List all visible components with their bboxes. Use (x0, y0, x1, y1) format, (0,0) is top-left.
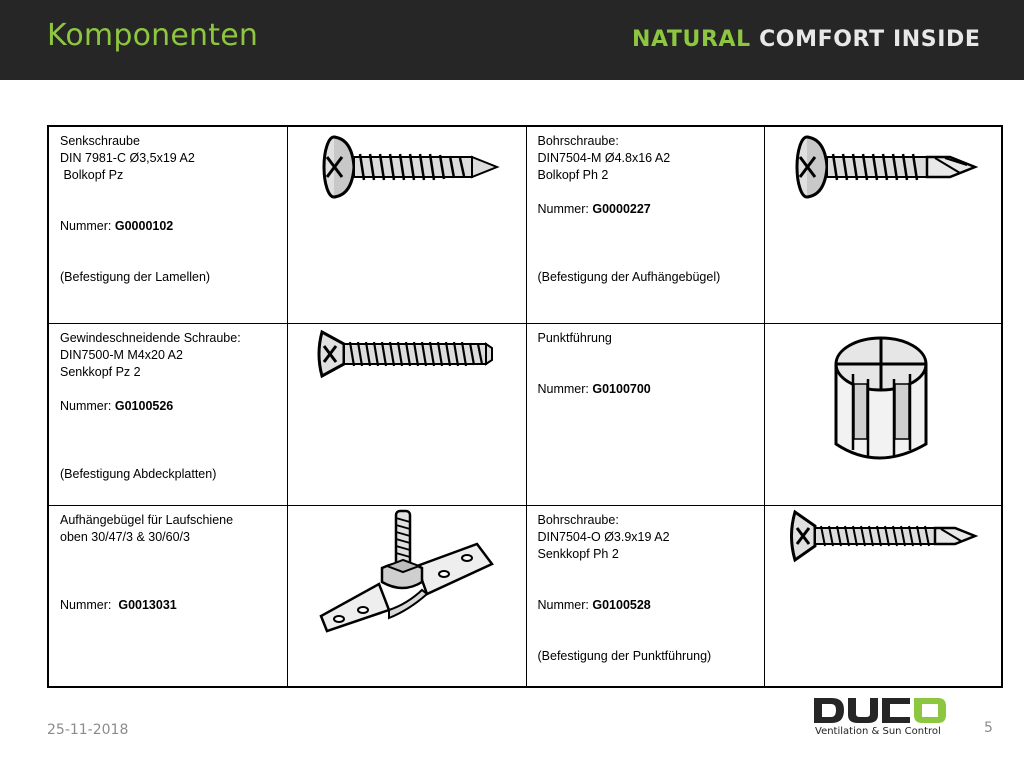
header-bar (0, 0, 1024, 80)
component-spec-line: Senkkopf Pz 2 (60, 364, 141, 379)
component-spec-line: DIN7504-O Ø3.9x19 A2 (537, 529, 670, 544)
component-spec-line: DIN 7981-C Ø3,5x19 A2 (60, 151, 195, 165)
page-title: Komponenten (47, 18, 259, 53)
component-text-cell (48, 126, 287, 323)
part-number-label: Nummer: (537, 202, 593, 216)
component-spec-line: Bolkopf Pz (60, 168, 124, 182)
table-row (48, 505, 1002, 687)
component-spec-line (538, 364, 754, 381)
drilling-screw-pan-head-icon (785, 127, 981, 207)
component-spec-line: Bohrschraube: (537, 512, 619, 527)
component-spec-line: (Befestigung Abdeckplatten) (60, 466, 217, 481)
component-spec-line (60, 563, 277, 580)
component-spec-line (60, 201, 277, 218)
pan-head-screw-icon (312, 127, 502, 207)
logo-tagline: Ventilation & Sun Control (815, 726, 941, 737)
component-spec-line (538, 614, 754, 631)
component-text-cell (48, 323, 287, 505)
footer-date: 25-11-2018 (47, 722, 129, 738)
duco-logo (812, 696, 948, 742)
part-number-label: Nummer: (60, 398, 115, 413)
component-spec-line (60, 449, 277, 466)
table-row (48, 126, 1002, 323)
part-number-label: Nummer: (60, 597, 119, 612)
table-row (48, 323, 1002, 505)
component-image-cell (287, 323, 526, 505)
countersunk-thread-cutting-screw-icon (312, 324, 502, 384)
component-spec-line (538, 235, 754, 252)
drilling-screw-countersunk-icon (785, 506, 981, 566)
component-spec-line: Aufhängebügel für Laufschiene (60, 512, 234, 527)
component-text-cell (48, 505, 287, 687)
component-spec-line (60, 381, 277, 398)
page-number: 5 (984, 720, 993, 736)
suspension-bracket-icon (317, 506, 497, 636)
component-spec-line: DIN7500-M M4x20 A2 (60, 347, 183, 362)
component-spec-line (60, 580, 277, 597)
point-guide-icon (828, 324, 938, 474)
part-number-line (60, 218, 277, 235)
part-number: G0000227 (592, 202, 651, 216)
component-spec-line: Senkkopf Ph 2 (537, 546, 619, 561)
component-spec-line (538, 184, 754, 201)
part-number-label: Nummer: (537, 597, 593, 612)
duco-logo-icon (812, 696, 948, 726)
component-spec-line (60, 546, 277, 563)
part-number-line (538, 381, 754, 398)
component-spec-line (60, 432, 277, 449)
part-number: G0000102 (114, 219, 174, 233)
part-number: G0100526 (114, 398, 174, 413)
part-number-label: Nummer: (537, 381, 593, 396)
component-spec-line (60, 235, 277, 252)
component-image-cell (287, 126, 526, 323)
part-number: G0100528 (592, 597, 651, 612)
component-image-cell (764, 505, 1002, 687)
part-number-line (538, 597, 754, 614)
component-spec-line (538, 631, 754, 648)
component-text-cell (526, 126, 764, 323)
tagline-natural: NATURAL (632, 27, 751, 52)
component-spec-line: (Befestigung der Punktführung) (537, 648, 712, 663)
component-image-cell (764, 126, 1002, 323)
part-number-line (538, 201, 754, 218)
component-spec-line: Punktführung (537, 330, 612, 345)
component-spec-line (60, 184, 277, 201)
brand-tagline (632, 27, 980, 52)
component-spec-line: Senkschraube (60, 134, 140, 148)
component-spec-line: (Befestigung der Lamellen) (60, 270, 211, 284)
component-image-cell (764, 323, 1002, 505)
component-text-cell (526, 323, 764, 505)
part-number: G0013031 (118, 597, 177, 612)
component-spec-line: Bohrschraube: (537, 134, 619, 148)
component-spec-line (538, 252, 754, 269)
component-spec-line (60, 252, 277, 269)
component-spec-line (60, 415, 277, 432)
component-spec-line: Bolkopf Ph 2 (537, 168, 609, 182)
component-spec-line: Gewindeschneidende Schraube: (60, 330, 241, 345)
components-table (47, 125, 1003, 688)
component-spec-line: DIN7504-M Ø4.8x16 A2 (537, 151, 671, 165)
part-number-line (60, 597, 277, 614)
component-spec-line (538, 218, 754, 235)
part-number: G0100700 (592, 381, 651, 396)
component-spec-line (538, 347, 754, 364)
part-number-line (60, 398, 277, 415)
component-text-cell (526, 505, 764, 687)
tagline-comfort-inside: COMFORT INSIDE (759, 27, 981, 52)
component-image-cell (287, 505, 526, 687)
part-number-label: Nummer: (60, 219, 115, 233)
component-spec-line (538, 563, 754, 580)
component-spec-line (538, 580, 754, 597)
component-spec-line: (Befestigung der Aufhängebügel) (537, 270, 721, 284)
component-spec-line: oben 30/47/3 & 30/60/3 (60, 529, 190, 544)
